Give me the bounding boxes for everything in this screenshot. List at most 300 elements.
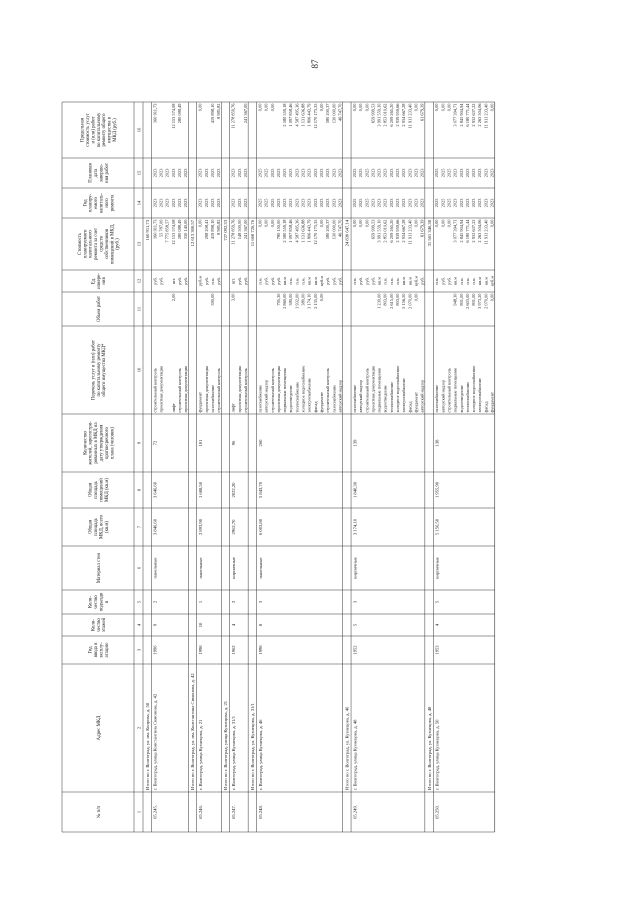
work-end-date: 2025 [446,168,452,178]
work-end-date: 2023 [318,168,324,178]
work-cost: 0,00 [440,219,446,228]
work-unit: п.м. [388,277,394,285]
column-header-13: ремонта за счет [94,228,100,260]
entrance-count: 2 [152,600,158,604]
work-cost: 2 845 904,94 [458,219,464,243]
work-unit: кв.м [407,276,413,286]
column-number-9: 9 [136,441,142,445]
row-number: 65.248. [257,805,263,819]
work-limit-cost: 0,00 [413,103,419,112]
work-limit-cost: 46 747,70 [337,103,343,122]
work-item: авторский надзор [263,379,269,413]
row-number: 65.247. [230,805,236,819]
work-limit-cost: 659 999,53 [370,103,376,124]
area-rooms: 5 843,70 [257,481,263,499]
group-total-label: Итого по г. Волгоград, ул. Кузнецова, д. 46 [344,706,350,790]
work-end-date: 2025 [364,168,370,178]
work-item: фундамент [318,392,324,413]
work-end-date: 2023 [294,168,300,178]
work-volume: 795,30 [275,293,281,306]
column-header-3: атацию [104,642,110,658]
work-limit-cost: 0,00 [364,103,370,112]
column-header-1: № п/п [96,805,102,819]
work-cost: 780 150,00 [275,219,281,240]
work-year: 2023 [419,198,425,208]
work-volume: 3,00 [230,293,236,302]
column-header-13: помещений в МКД, [110,223,116,265]
address-cell: г. Волгоград, улица Кузнецова, д. 48 [352,719,358,790]
work-unit: руб. [364,277,370,285]
work-volume: 801,00 [458,293,464,306]
work-end-date: 2023 [282,168,288,178]
column-header-15: заверше- [99,163,105,183]
work-limit-cost: 11 911 233,40 [483,103,489,129]
work-item: строительный контроль [216,368,222,413]
work-cost: 3 991 559,10 [376,219,382,243]
work-end-date: 2025 [257,168,263,178]
column-header-13: (руб.) [115,238,121,250]
row-number: 65.250. [434,805,440,819]
work-end-date: 2025 [269,168,275,178]
work-cost: 0,00 [364,219,370,228]
group-total-label: Итого по г. Волгоград, ул. Кузнецова, д. 48 [426,706,432,790]
work-year: 2023 [216,198,222,208]
work-unit: п.м. [382,277,388,285]
work-volume: 390,00 [209,293,215,306]
column-header-14: Год [83,199,89,207]
work-year: 2023 [275,198,281,208]
work-cost: 2 580 559,18 [282,219,288,243]
column-header-3: Год [88,646,94,654]
floor-count: 5 [352,623,358,627]
year-built: 1998 [257,645,263,655]
work-item: проектная документация [203,365,209,413]
work-item: лифт [230,403,236,413]
column-header-12: Ед. [91,277,97,285]
work-volume: 2 135,00 [312,293,318,309]
column-header-13: капитального [88,230,94,258]
work-end-date: 2023 [458,168,464,178]
year-built: 1996 [152,645,158,655]
work-unit: кв.м [483,276,489,286]
work-item: строительный контроль [364,368,370,413]
work-unit: шт. [170,277,176,285]
group-total-cost: 31 561 346,38 [426,220,432,247]
work-year: 2023 [306,198,312,208]
column-number-12: 12 [136,278,142,284]
work-cost: 148 500,00 [236,219,242,240]
work-volume: 5 156,50 [401,293,407,309]
resident-count: 96 [230,440,236,446]
work-item: теплоснабжение [294,381,300,413]
work-limit-cost: 241 367,00 [242,103,248,124]
work-end-date: 2023 [413,168,419,178]
work-end-date: 2023 [464,168,470,178]
column-number-1: 1 [136,810,142,814]
work-end-date: 2023 [236,168,242,178]
work-end-date: 2023 [370,168,376,178]
work-volume: 0,00 [318,293,324,302]
work-year: 2023 [294,198,300,208]
work-cost: 55 787,00 [158,219,164,238]
work-unit: п.м. [458,277,464,285]
work-volume: 380,00 [300,293,306,306]
work-cost: 46 747,70 [337,219,343,238]
work-unit: куб.м [489,275,495,287]
work-unit: п.м. [464,277,470,285]
area-total: 3 846,60 [152,518,158,536]
entrance-count: 1 [197,600,203,604]
work-year: 2023 [318,198,324,208]
year-built: 1953 [434,645,440,655]
column-header-9: краткосрочного [104,427,110,459]
floor-count: 4 [230,623,236,627]
column-header-16: имущества в [107,117,113,143]
work-limit-cost: 280 088,49 [176,103,182,124]
work-year: 2023 [452,198,458,208]
column-header-11: Объем работ [96,295,102,323]
work-cost: 659 999,53 [370,219,376,240]
work-cost: 1 806 443,79 [306,219,312,243]
work-cost: 580 200,37 [325,219,331,240]
work-unit: руб. [236,277,242,285]
column-number-4: 4 [136,623,142,627]
work-year: 2023 [471,198,477,208]
wall-material: панельные [197,557,203,579]
entrance-count: 5 [434,600,440,604]
work-unit: п.м. [471,277,477,285]
work-end-date: 2023 [176,168,182,178]
column-header-4: Коли- [91,619,97,631]
work-end-date: 2023 [203,168,209,178]
work-item: проектная документация [275,365,281,413]
column-header-16: по капитальному [96,112,102,148]
work-end-date: 2023 [312,168,318,178]
group-total-label: Итого по г. Волгоград, ул. им. Копрова, д. 58 [144,702,150,790]
column-number-2: 2 [136,726,142,730]
work-limit-cost: 160 911,73 [152,103,158,124]
work-end-date: 2023 [337,168,343,178]
work-cost: 2 263 504,06 [477,219,483,243]
work-item: теплоснабжение [388,381,394,413]
work-unit: п.м. [434,277,440,285]
work-unit: п.м. [351,277,357,285]
work-unit: руб. [152,277,158,285]
column-header-7: площадь [94,518,100,536]
work-year: 2023 [407,198,413,208]
work-volume: 2 615,00 [388,293,394,309]
column-header-2: Адрес МКД [96,715,102,741]
column-header-9: жителей, зарегистри- [88,421,94,465]
work-end-date: 2023 [325,168,331,178]
work-limit-cost: 130 000,00 [331,103,337,124]
column-header-13: Стоимость [77,232,83,256]
work-limit-cost: 0,00 [489,103,495,112]
work-limit-cost: 0,00 [434,103,440,112]
work-year: 2023 [312,198,318,208]
work-limit-cost: 0,00 [197,103,203,112]
work-item: авторский надзор [440,379,446,413]
resident-count: 139 [352,439,358,447]
work-year: 2025 [434,198,440,208]
work-volume: 803,00 [382,293,388,306]
work-cost: 1 097 858,46 [288,219,294,243]
work-year: 2023 [282,198,288,208]
work-cost: 7 775 858,57 [164,219,170,243]
work-item: водоотведение [288,385,294,413]
work-item: газоснабжение [209,384,215,413]
work-volume: 1 932,00 [294,293,300,309]
work-item: холодное водоснабжение [395,365,400,413]
work-cost: 12 170 173,35 [312,219,318,245]
work-year: 2023 [164,198,170,208]
column-header-14: ремонта [110,194,116,212]
work-volume: 2,00 [170,293,176,302]
group-total-cost: 727 092,33 [223,220,229,241]
work-item: фундамент [197,392,203,413]
work-unit: руб. [242,277,248,285]
work-cost: 0,00 [413,219,419,228]
work-item: фундамент [413,392,419,413]
column-header-7: Общая [88,520,94,534]
column-header-12: измере- [96,273,102,289]
work-item: электроснабжение [401,378,407,413]
column-header-4: чество [96,618,102,632]
address-cell: г. Волгоград, улица Кузнецова, д. 21 [197,719,203,790]
area-total: 2962,70 [230,519,236,535]
work-year: 2023 [376,198,382,208]
area-rooms: 2022,20 [230,482,236,498]
column-number-13: 13 [136,241,142,247]
work-year: 2023 [230,198,236,208]
work-unit: руб.м [197,275,203,287]
work-end-date: 2023 [483,168,489,178]
column-number-5: 5 [136,600,142,604]
column-header-8: помещений [99,478,105,502]
work-unit: кв.м [401,276,407,286]
work-cost: 2 939 959,66 [395,219,400,243]
work-cost: 0,00 [446,219,452,228]
group-total-cost: 12 613 300,57 [190,220,196,247]
work-unit: п.м. [257,277,263,285]
work-unit: руб. [337,277,343,285]
work-year: 2023 [401,198,407,208]
work-unit: руб. [440,277,446,285]
work-limit-cost: 0,00 [351,103,357,112]
wall-material: кирпичные [230,557,236,579]
work-end-date: 2023 [452,168,458,178]
work-limit-cost: 1 806 443,79 [306,103,312,127]
work-item: водоотведение [382,385,388,413]
work-unit: руб. [331,277,337,285]
area-rooms: 1 840,30 [352,481,358,499]
work-unit: кв.м [282,276,288,286]
work-end-date: 2023 [376,168,382,178]
floor-count: 4 [434,623,440,627]
work-limit-cost: 0,00 [440,103,446,112]
work-volume: 3 174,10 [306,293,312,309]
work-year: 2023 [458,198,464,208]
column-header-7: МКД, всего [99,515,105,539]
column-header-5: в [104,600,110,604]
work-end-date: 2023 [407,168,413,178]
work-cost: 4 587 495,36 [294,219,300,243]
work-year: 2025 [446,198,452,208]
work-year: 2025 [440,198,446,208]
work-limit-cost: 2 932 637,22 [471,103,477,127]
work-cost: 0,00 [434,219,440,228]
work-volume: 2 603,00 [464,293,470,309]
work-cost: 160 911,73 [152,219,158,240]
resident-count: 101 [197,439,203,447]
column-header-8: МКД (кв.м) [104,478,110,502]
work-end-date: 2023 [230,168,236,178]
work-unit: руб. [325,277,331,285]
work-limit-cost: 2 580 559,18 [282,103,288,127]
work-limit-cost: 419 898,10 [209,103,215,124]
work-cost: 0,00 [351,219,357,228]
group-total-cost: 160 911,73 [144,220,150,241]
work-end-date: 2023 [331,168,337,178]
work-cost: 8 985,82 [216,219,222,235]
group-total-cost: 11 668 726,76 [250,220,256,247]
work-year: 2023 [388,198,394,208]
work-unit: руб. [158,277,164,285]
work-cost: 12 153 574,08 [170,219,176,245]
resident-count: 260 [257,439,263,447]
work-cost: 6 209 265,20 [388,219,394,243]
column-header-14: планиру- [88,193,94,213]
work-unit: руб. [203,277,209,285]
work-year: 2023 [242,198,248,208]
column-number-11: 11 [136,306,142,312]
column-header-16: стоимость услуг [86,113,91,147]
work-year: 2023 [483,198,489,208]
entrance-count: 3 [257,600,263,604]
work-unit: руб. [419,277,425,285]
work-limit-cost: 11 278 859,76 [230,103,236,129]
work-unit: куб.м [318,275,324,287]
work-end-date: 2023 [477,168,483,178]
work-item: газоснабжение [351,384,357,413]
work-limit-cost: 580 200,37 [325,103,331,124]
work-volume: 0,00 [489,293,495,302]
work-year: 2023 [203,198,209,208]
work-item: строительный контроль [446,368,452,413]
column-header-8: Общая [88,483,94,497]
address-cell: г. Волгоград, улица Кузнецова, д. 50 [434,719,440,790]
work-end-date: 2023 [242,168,248,178]
work-item: электроснабжение [477,378,483,413]
work-year: 2023 [288,198,294,208]
work-year: 2023 [197,198,203,208]
column-header-15: ния работ [104,163,110,183]
work-limit-cost: 2 939 959,66 [395,103,400,127]
work-end-date: 2023 [401,168,407,178]
work-volume: 380,00 [288,293,294,306]
work-cost: 2 934 667,28 [401,219,407,243]
work-unit: руб. [269,277,275,285]
work-item: фасад [483,401,489,413]
work-item: фасад [312,401,318,413]
work-unit: п.м. [294,277,300,285]
work-limit-cost: 0,00 [446,103,452,112]
column-number-8: 8 [136,488,142,492]
work-year: 2025 [263,198,269,208]
group-total-label: Итого по г. Волгоград, ул. им. Константина Симонова, д. 42 [190,673,196,790]
resident-count: 72 [152,440,158,446]
work-limit-cost: 2 853 010,62 [382,103,388,127]
work-item: электроснабжение [306,378,312,413]
work-item: строительный контроль [176,368,182,413]
work-year: 2023 [370,198,376,208]
work-unit: руб. [216,277,222,285]
work-unit: шт. [230,277,236,285]
work-limit-cost: 2 845 904,94 [458,103,464,127]
work-year: 2023 [477,198,483,208]
column-header-3: ввода в [94,642,100,658]
work-cost: 0,00 [263,219,269,228]
column-header-7: (кв.м) [104,520,110,534]
work-volume: 801,00 [471,293,477,306]
work-cost: 3 077 394,71 [452,219,458,243]
resident-count: 138 [434,439,440,447]
work-item: фасад [407,401,413,413]
work-end-date: 2023 [489,168,495,178]
column-number-7: 7 [136,525,142,529]
work-limit-cost: 3 991 559,10 [376,103,382,127]
row-number: 65.245. [152,805,158,819]
work-unit: кв.м [312,276,318,286]
column-header-3: эксплу- [99,642,105,658]
work-limit-cost: 0,00 [257,103,263,112]
column-header-14: ного [104,198,110,208]
address-cell: г. Волгоград, улица Кузнецова, д. 46 [257,719,263,790]
wall-material: панельные [257,557,263,579]
work-end-date: 2025 [351,168,357,178]
work-end-date: 2023 [388,168,394,178]
work-year: 2023 [236,198,242,208]
work-item: холодное водоснабжение [471,365,477,413]
year-built: 1998 [197,645,203,655]
work-unit: руб. [263,277,269,285]
work-volume: 0,00 [413,293,419,302]
work-volume: 2 860,00 [282,293,288,309]
work-cost: 11 911 233,40 [407,219,413,245]
work-cost: 61 679,39 [419,219,425,238]
wall-material: кирпичные [434,557,440,579]
work-limit-cost: 0,00 [358,103,364,112]
work-cost: 11 911 233,40 [483,219,489,245]
column-header-16: МКД (руб.) [113,118,118,142]
work-volume: 3 973,20 [477,293,483,309]
work-unit: кв.м [306,276,312,286]
work-limit-cost: 4 587 495,36 [294,103,300,127]
work-item: газоснабжение [434,384,440,413]
column-number-10: 10 [136,367,142,373]
column-number-6: 6 [136,566,142,570]
work-cost: 2 853 010,62 [382,219,388,243]
column-header-9: плана (человек) [110,426,116,460]
floor-count: 10 [197,622,203,628]
work-item: подвальные помещения [282,368,288,413]
group-total-label: Итого по г. Волгоград, ул. Кузнецова, д. 31/1 [250,703,256,790]
work-cost: 2 932 637,22 [471,219,477,243]
area-rooms: 1 688,50 [197,481,203,499]
work-cost: 330 140,00 [183,219,189,240]
work-cost: 0,00 [489,219,495,228]
work-year: 2023 [176,198,182,208]
